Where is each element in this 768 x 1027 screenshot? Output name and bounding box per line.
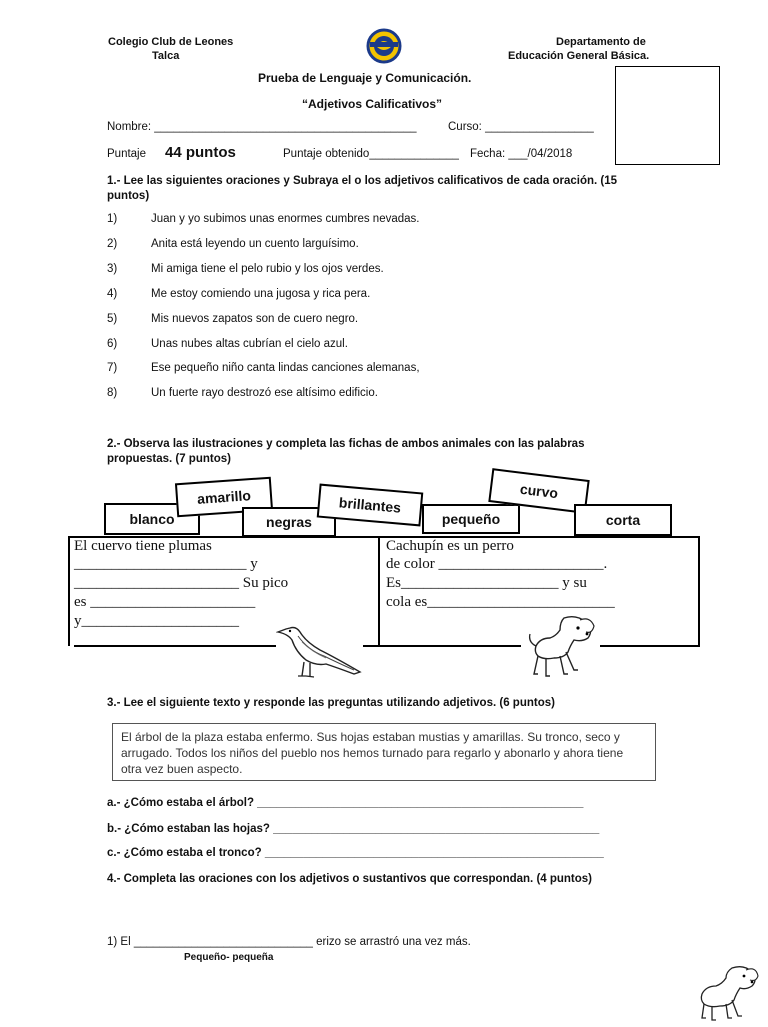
dog-card-bottom-line: [363, 645, 521, 647]
dog-card-line[interactable]: de color ______________________.: [386, 556, 608, 572]
department-line1: Departamento de: [556, 36, 646, 48]
date-field[interactable]: Fecha: ___/04/2018: [470, 148, 573, 160]
question-a[interactable]: a.- ¿Cómo estaba el árbol? ___________________________________________________: [107, 797, 584, 809]
list-item: Ese pequeño niño canta lindas canciones alemanas,: [151, 362, 420, 374]
crow-card-line[interactable]: es ______________________: [74, 594, 256, 610]
list-item: Un fuerte rayo destrozó ese altísimo edificio.: [151, 387, 378, 399]
list-item-number: 5): [107, 313, 118, 325]
word-card-brillantes[interactable]: brillantes: [317, 484, 424, 527]
list-item-number: 1): [107, 213, 118, 225]
school-name: Colegio Club de Leones: [108, 36, 234, 48]
list-item-number: 6): [107, 338, 118, 350]
list-item-number: 7): [107, 362, 118, 374]
word-card-pequeno[interactable]: pequeño: [422, 504, 520, 534]
dog-card-line[interactable]: cola es_________________________: [386, 594, 615, 610]
department-line2: Educación General Básica.: [508, 50, 650, 62]
course-field[interactable]: Curso: _________________: [448, 121, 594, 133]
list-item-number: 2): [107, 238, 118, 250]
test-title: Prueba de Lenguaje y Comunicación.: [258, 71, 472, 85]
test-subtitle: “Adjetivos Calificativos”: [302, 97, 443, 111]
question-c[interactable]: c.- ¿Cómo estaba el tronco? _____________________________________________________: [107, 847, 604, 859]
list-item: Juan y yo subimos unas enormes cumbres nevadas.: [151, 213, 420, 225]
cards-divider: [378, 536, 380, 646]
word-card-negras[interactable]: negras: [242, 507, 336, 537]
school-city: Talca: [152, 50, 180, 62]
lions-club-logo: [364, 28, 404, 64]
question-b[interactable]: b.- ¿Cómo estaban las hojas? ___________________________________________________: [107, 823, 600, 835]
dog-card-line: Cachupín es un perro: [386, 538, 514, 554]
list-item-number: 4): [107, 288, 118, 300]
crow-illustration: [276, 620, 362, 682]
list-item: Mi amiga tiene el pelo rubio y los ojos verdes.: [151, 263, 384, 275]
section2-instruction: 2.- Observa las ilustraciones y completa las fichas de ambos animales con las palabras propuestas. (7 puntos): [107, 438, 585, 465]
fill-sentence-1[interactable]: 1) El ____________________________ erizo se arrastró una vez más.: [107, 936, 471, 948]
dog-card-bottom-line-right: [600, 645, 700, 647]
crow-card-line[interactable]: _______________________ y: [74, 556, 258, 572]
list-item: Mis nuevos zapatos son de cuero negro.: [151, 313, 359, 325]
crow-card-line: El cuervo tiene plumas: [74, 538, 212, 554]
puppy-illustration: [694, 962, 760, 1022]
reading-passage: El árbol de la plaza estaba enfermo. Sus hojas estaban mustias y amarillas. Su tronco, seco y arrugado. Todos los niños del pueblo nos hemos turnado para regarlo y abonarlo y ahora tiene otra vez buen aspecto.: [112, 723, 656, 781]
photo-box: [615, 66, 720, 165]
list-item: Unas nubes altas cubrían el cielo azul.: [151, 338, 348, 350]
name-field[interactable]: Nombre: _________________________________________: [107, 121, 417, 133]
section1-instruction: 1.- Lee las siguientes oraciones y Subraya el o los adjetivos calificativos de cada oración. (15 puntos): [107, 175, 618, 202]
word-options-1: Pequeño- pequeña: [184, 952, 274, 963]
crow-card-line[interactable]: y_____________________: [74, 613, 239, 629]
section4-instruction: 4.- Completa las oraciones con los adjetivos o sustantivos que correspondan. (4 puntos): [107, 873, 593, 885]
crow-card-bottom-line: [74, 645, 276, 647]
score-obtained-field[interactable]: Puntaje obtenido______________: [283, 148, 459, 160]
word-card-blanco[interactable]: blanco: [104, 503, 200, 535]
word-card-amarillo[interactable]: amarillo: [175, 477, 273, 518]
section3-instruction: 3.- Lee el siguiente texto y responde las preguntas utilizando adjetivos. (6 puntos): [107, 697, 555, 709]
list-item: Anita está leyendo un cuento larguísimo.: [151, 238, 359, 250]
word-card-corta[interactable]: corta: [574, 504, 672, 536]
score-label: Puntaje: [107, 148, 147, 160]
list-item: Me estoy comiendo una jugosa y rica pera.: [151, 288, 371, 300]
score-value: 44 puntos: [165, 144, 236, 161]
word-card-curvo[interactable]: curvo: [488, 468, 589, 514]
list-item-number: 3): [107, 263, 118, 275]
crow-card-line[interactable]: ______________________ Su pico: [74, 575, 289, 591]
dog-illustration: [524, 612, 598, 682]
list-item-number: 8): [107, 387, 118, 399]
dog-card-line[interactable]: Es_____________________ y su: [386, 575, 587, 591]
